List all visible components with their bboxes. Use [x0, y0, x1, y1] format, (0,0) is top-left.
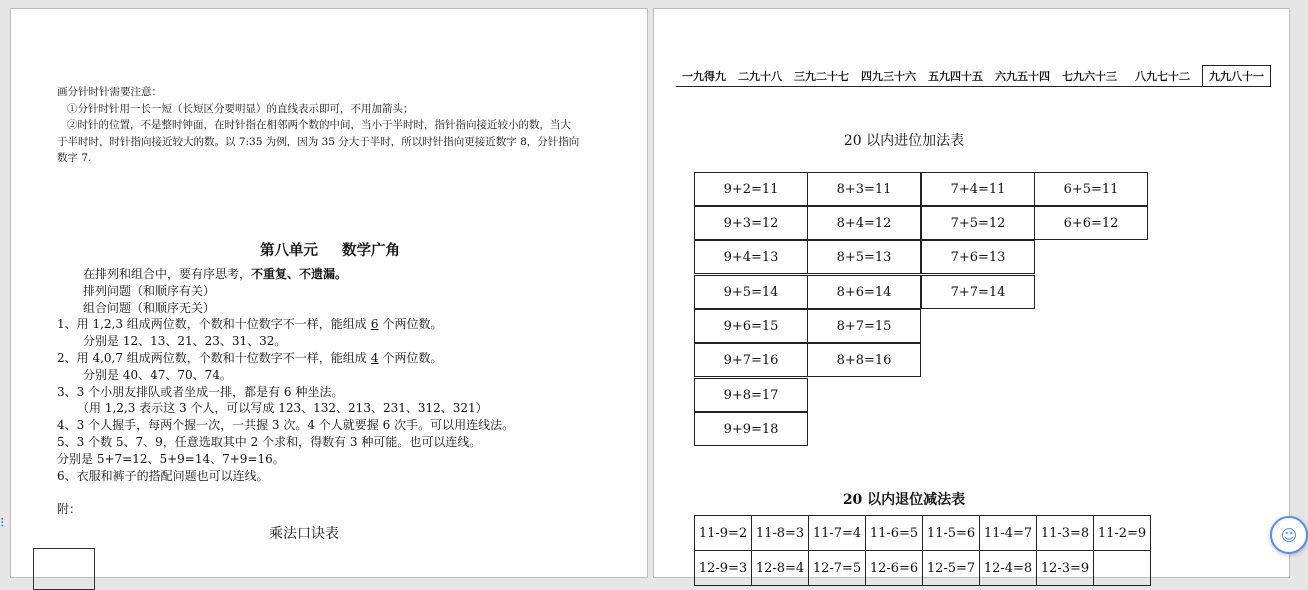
mul-cell: 一九得九 [676, 66, 732, 87]
add-cell: 8+4=12 [807, 206, 921, 240]
intro-line [57, 266, 617, 283]
q4-line: 4、3 个人握手，每两个握一次，一共握 3 次。4 个人就要握 6 次手。可以用连线法。 [57, 418, 515, 433]
q3-line: 3、3 个小朋友排队或者坐成一排，都是有 6 种坐法。 [57, 384, 344, 399]
add-cell: 8+8=16 [807, 343, 921, 377]
sub-cell: 12-4=8 [980, 551, 1037, 586]
q5-answer-line: 分别是 5+7=12、5+9=14、7+9=16。 [57, 451, 285, 466]
add-cell: 9+3=12 [694, 206, 808, 240]
unit-number: 第八单元 [260, 243, 318, 259]
notes-point-2a: ②时针的位置，不是整时钟面，在时针指在相邻两个数的中间，当小于半时时，指针指向接近较小的数，当大 [67, 119, 571, 131]
q1-line [57, 316, 617, 333]
q2-tail: 个两位数。 [382, 350, 443, 365]
sub-cell: 11-3=8 [1037, 516, 1094, 551]
sub-cell: 12-7=5 [809, 551, 866, 586]
subtraction-table-title: 20 以内退位减法表 [842, 492, 966, 508]
q1-answer-line: 分别是 12、13、21、23、31、32。 [83, 334, 287, 349]
sub-cell: 12-3=9 [1037, 551, 1094, 586]
table-row [695, 551, 1151, 586]
unit-name: 数学广角 [342, 243, 400, 259]
add-cell: 9+8=17 [694, 378, 808, 412]
add-cell: 6+6=12 [1034, 206, 1148, 240]
sub-cell: 12-5=7 [923, 551, 980, 586]
notes-point-2b: 于半时时，时针指向接近较大的数。以 7:35 为例，因为 35 分大于半时，所以时针指向更接近数字 8，分针指向 [57, 135, 580, 148]
sub-cell: 11-5=6 [923, 516, 980, 551]
mul-cell: 四九三十六 [855, 66, 922, 87]
multiplication-table-stub [33, 548, 95, 590]
sub-cell: 11-9=2 [695, 516, 752, 551]
left-edge-handle-icon[interactable]: ⁝ [0, 515, 5, 531]
sub-cell: 11-7=4 [809, 516, 866, 551]
add-cell: 7+6=13 [921, 240, 1035, 274]
q1-answer: 6 [370, 317, 379, 332]
left-document-page [10, 8, 648, 578]
notes-heading: 画分针时针需要注意： [57, 86, 162, 98]
mul-cell: 八九七十二 [1123, 66, 1203, 87]
notes-point-1: ①分针时针用一长一短（长短区分要明显）的直线表示即可，不用加箭头； [67, 102, 414, 115]
q5-line: 5、3 个数 5、7、9，任意选取其中 2 个求和，得数有 3 种可能。也可以连线。 [57, 434, 482, 449]
intro-text: 在排列和组合中，要有序思考， [83, 267, 252, 281]
comb-line: 组合问题（和顺序无关） [83, 300, 216, 315]
add-cell: 9+7=16 [694, 343, 808, 377]
add-cell: 8+5=13 [807, 240, 921, 274]
q6-line: 6、衣服和裤子的搭配问题也可以连线。 [57, 468, 269, 483]
add-cell: 8+7=15 [807, 309, 921, 343]
appendix-label: 附： [57, 502, 82, 516]
perm-line: 排列问题（和顺序有关） [83, 283, 216, 298]
add-cell: 9+4=13 [694, 240, 808, 274]
sub-cell: 12-6=6 [866, 551, 923, 586]
add-cell: 9+9=18 [694, 412, 808, 446]
mul-cell: 九九八十一 [1203, 66, 1271, 87]
q2-text: 2、用 4,0,7 组成两位数，个数和十位数字不一样，能组成 [57, 350, 367, 365]
add-cell: 9+5=14 [694, 275, 808, 309]
mul-cell: 三九二十七 [788, 66, 855, 87]
sub-cell: 11-6=5 [866, 516, 923, 551]
add-cell: 9+2=11 [694, 172, 808, 206]
notes-point-2c: 数字 7. [57, 152, 92, 164]
right-document-page [653, 8, 1290, 578]
sub-cell: 12-9=3 [695, 551, 752, 586]
add-cell: 7+4=11 [921, 172, 1035, 206]
sub-cell: 12-8=4 [752, 551, 809, 586]
sub-cell [1094, 551, 1151, 586]
unit-title [11, 239, 649, 260]
mul-cell: 五九四十五 [922, 66, 989, 87]
multiplication-nine-row [676, 65, 1271, 87]
multiplication-table-title: 乘法口诀表 [269, 526, 339, 542]
q3-note: （用 1,2,3 表示这 3 个人，可以写成 123、132、213、231、312、321） [77, 401, 488, 416]
unit-content [57, 266, 617, 484]
mul-cell: 七九六十三 [1056, 66, 1123, 87]
q2-line [57, 350, 617, 367]
add-cell: 7+5=12 [921, 206, 1035, 240]
q1-tail: 个两位数。 [382, 317, 443, 332]
add-cell: 7+7=14 [921, 275, 1035, 309]
add-cell: 8+3=11 [807, 172, 921, 206]
sub-cell: 11-4=7 [980, 516, 1037, 551]
chat-bubble-icon: ☺ [1280, 525, 1298, 545]
mul-cell: 二九十八 [732, 66, 788, 87]
table-row [695, 516, 1151, 551]
sub-cell: 11-8=3 [752, 516, 809, 551]
add-cell: 8+6=14 [807, 275, 921, 309]
addition-table-title: 20 以内进位加法表 [843, 133, 965, 149]
mul-cell: 六九五十四 [989, 66, 1056, 87]
sub-cell: 11-2=9 [1094, 516, 1151, 551]
q2-answer-line: 分别是 40、47、70、74。 [83, 367, 232, 382]
add-cell: 6+5=11 [1034, 172, 1148, 206]
q2-answer: 4 [370, 350, 379, 365]
clock-notes [57, 84, 605, 167]
intro-bold: 不重复、不遗漏。 [251, 267, 348, 281]
assistant-float-button[interactable] [1270, 516, 1308, 554]
add-cell: 9+6=15 [694, 309, 808, 343]
q1-text: 1、用 1,2,3 组成两位数，个数和十位数字不一样，能组成 [57, 317, 367, 332]
subtraction-table [694, 515, 1151, 586]
